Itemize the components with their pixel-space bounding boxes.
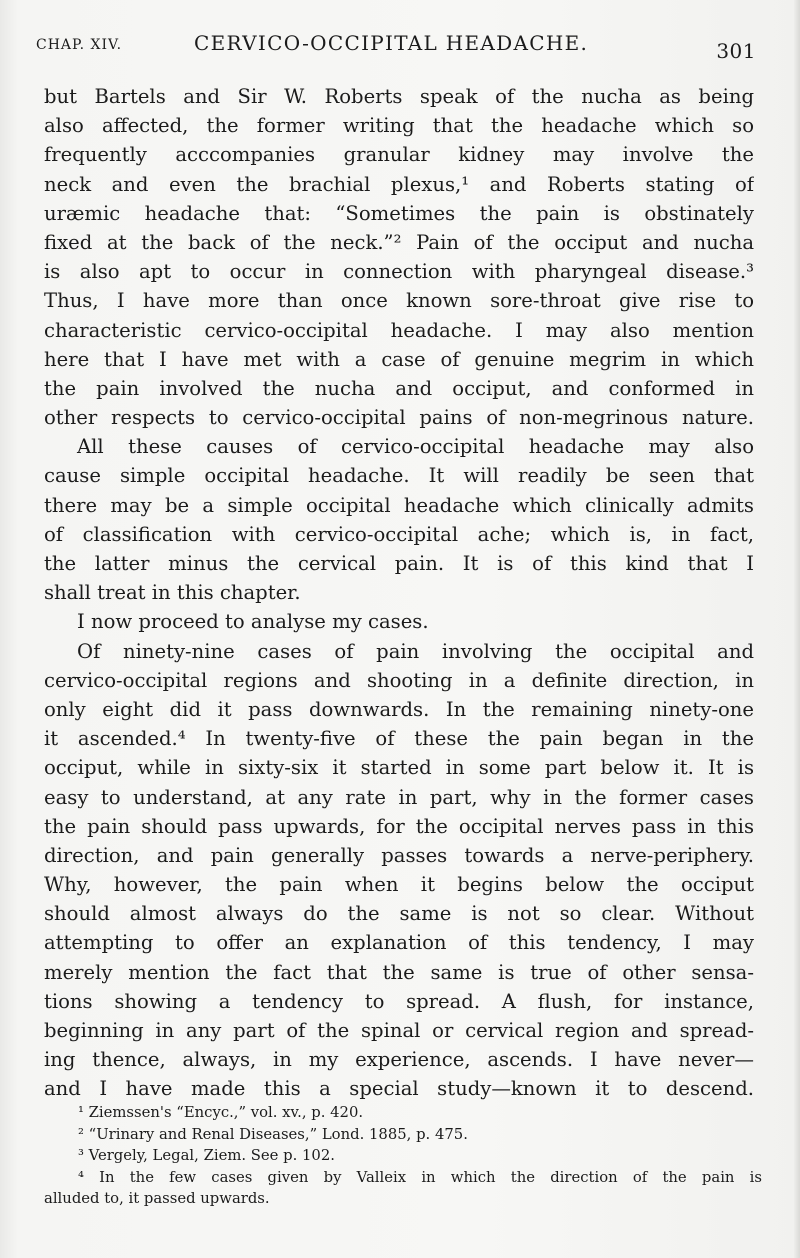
text-line: there may be a simple occipital headache which clinically admits: [44, 493, 754, 517]
paragraph-2: [44, 432, 754, 607]
text-line: the pain involved the nucha and occiput, and conformed in: [44, 376, 754, 400]
running-header: [36, 31, 756, 61]
text-line: the latter minus the cervical pain. It is of this kind that I: [44, 552, 754, 575]
text-line: Of ninety-nine cases of pain involving the occipital and: [77, 639, 754, 663]
text-line: easy to understand, at any rate in part, why in the former cases: [44, 785, 754, 809]
text-line: but Bartels and Sir W. Roberts speak of the nucha as being: [44, 85, 754, 108]
text-line: is also apt to occur in connection with pharyngeal disease.³: [44, 260, 754, 284]
paragraph-4: [44, 637, 754, 1104]
text-line: characteristic cervico-occipital headache. I may also mention: [44, 318, 754, 342]
text-line: should almost always do the same is not so clear. Without: [44, 902, 754, 926]
text-line: attempting to offer an explanation of this tendency, I may: [44, 931, 754, 955]
text-line: ing thence, always, in my experience, ascends. I have never—: [44, 1048, 754, 1072]
footnote-4: ⁴ In the few cases given by Valleix in which the direction of the pain is: [78, 1168, 762, 1186]
text-line: I now proceed to analyse my cases.: [77, 610, 429, 634]
text-line: the pain should pass upwards, for the occipital nerves pass in this: [44, 814, 754, 838]
footnote-3: ³ Vergely, Legal, Ziem. See p. 102.: [78, 1147, 335, 1164]
footnote-4-continued: alluded to, it passed upwards.: [44, 1190, 270, 1207]
text-line: only eight did it pass downwards. In the remaining ninety-one: [44, 697, 754, 721]
text-line: direction, and pain generally passes towards a nerve-periphery.: [44, 843, 754, 867]
text-line: shall treat in this chapter.: [44, 581, 301, 605]
text-line: other respects to cervico-occipital pains of non-megrinous nature.: [44, 406, 754, 430]
text-line: beginning in any part of the spinal or cervical region and spread-: [44, 1019, 754, 1042]
paragraph-3: [44, 607, 754, 636]
text-line: it ascended.⁴ In twenty-five of these the pain began in the: [44, 727, 754, 751]
text-line: All these causes of cervico-occipital headache may also: [77, 435, 754, 459]
text-line: uræmic headache that: “Sometimes the pain is obstinately: [44, 201, 754, 225]
footnotes: [44, 1102, 762, 1210]
page-number: 301: [716, 39, 756, 63]
text-line: neck and even the brachial plexus,¹ and Roberts stating of: [44, 172, 754, 196]
text-line: cervico-occipital regions and shooting in a definite direction, in: [44, 668, 754, 692]
page-edge-shadow: [794, 0, 800, 1258]
chapter-label: CHAP. XIV.: [36, 37, 123, 53]
text-line: Thus, I have more than once known sore-throat give rise to: [44, 289, 754, 313]
footnote-2: ² “Urinary and Renal Diseases,” Lond. 1885, p. 475.: [78, 1125, 468, 1143]
text-line: cause simple occipital headache. It will readily be seen that: [44, 464, 754, 488]
text-line: here that I have met with a case of genuine megrim in which: [44, 347, 754, 371]
footnote-1: ¹ Ziemssen's “Encyc.,” vol. xv., p. 420.: [78, 1104, 364, 1121]
text-line: tions showing a tendency to spread. A flush, for instance,: [44, 989, 754, 1013]
text-line: merely mention the fact that the same is true of other sensa-: [44, 960, 754, 984]
text-line: of classification with cervico-occipital ache; which is, in fact,: [44, 522, 754, 546]
text-line: and I have made this a special study—known it to descend.: [44, 1077, 754, 1101]
text-line: also affected, the former writing that the headache which so: [44, 114, 754, 138]
paragraph-1: [44, 82, 754, 432]
text-line: Why, however, the pain when it begins below the occiput: [44, 873, 754, 897]
chapter-title: CERVICO-OCCIPITAL HEADACHE.: [194, 31, 589, 55]
text-line: occiput, while in sixty-six it started in some part below it. It is: [44, 756, 754, 780]
text-line: frequently acccompanies granular kidney may involve the: [44, 143, 754, 167]
text-line: fixed at the back of the neck.”² Pain of the occiput and nucha: [44, 230, 754, 254]
body-text: [44, 82, 754, 1104]
